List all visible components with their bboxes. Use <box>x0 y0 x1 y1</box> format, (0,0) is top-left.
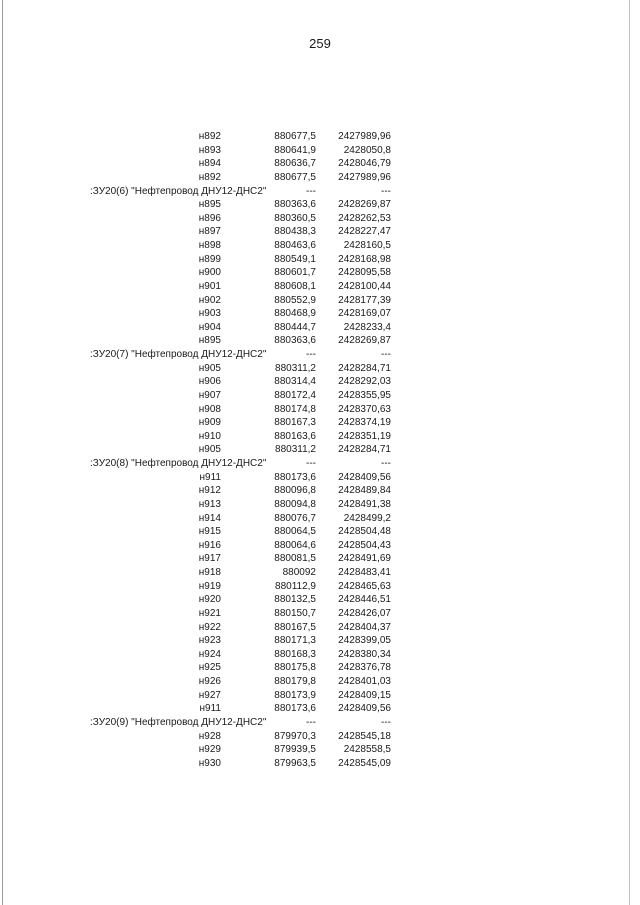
y-coordinate: 2428489,84 <box>338 485 391 497</box>
y-coordinate: 2428465,63 <box>338 580 391 592</box>
y-coordinate: 2428050,8 <box>343 144 391 156</box>
section-label: :ЗУ20(7) "Нефтепровод ДНУ12-ДНС2" <box>90 349 267 360</box>
point-id: н892 <box>198 171 221 183</box>
coordinate-row <box>90 280 400 294</box>
x-coordinate: 879963,5 <box>274 757 316 769</box>
y-coordinate: 2428499,2 <box>343 512 391 524</box>
x-coordinate: 880173,9 <box>274 689 316 701</box>
y-coordinate: 2428095,58 <box>338 267 391 279</box>
point-id: н903 <box>198 308 221 320</box>
y-coordinate: 2428233,4 <box>343 321 391 333</box>
y-coordinate: 2428404,37 <box>338 621 391 633</box>
coordinate-row <box>90 484 400 498</box>
page-edge-left <box>2 0 3 905</box>
x-coordinate: 880132,5 <box>274 594 316 606</box>
y-coordinate: 2428269,87 <box>338 335 391 347</box>
coordinate-row <box>90 144 400 158</box>
x-coordinate: 880150,7 <box>274 607 316 619</box>
x-coordinate: 880076,7 <box>274 512 316 524</box>
x-coordinate: --- <box>306 349 316 360</box>
point-id: н922 <box>198 621 221 633</box>
x-coordinate: 880360,5 <box>274 212 316 224</box>
point-id: н906 <box>198 376 221 388</box>
coordinate-row <box>90 757 400 771</box>
coordinate-row <box>90 416 400 430</box>
coordinate-row <box>90 212 400 226</box>
coordinate-row <box>90 321 400 335</box>
x-coordinate: 880677,5 <box>274 171 316 183</box>
x-coordinate: 880363,6 <box>274 335 316 347</box>
section-header-row <box>90 185 400 199</box>
coordinate-row <box>90 634 400 648</box>
y-coordinate: 2428401,03 <box>338 676 391 687</box>
x-coordinate: 880677,5 <box>274 131 316 142</box>
y-coordinate: --- <box>381 349 391 360</box>
point-id: н927 <box>198 689 221 701</box>
point-id: н926 <box>198 676 221 687</box>
point-id: н925 <box>198 662 221 674</box>
page-edge-right <box>629 0 630 905</box>
x-coordinate: 880167,3 <box>274 417 316 429</box>
coordinate-row <box>90 171 400 185</box>
coordinate-row <box>90 253 400 267</box>
coordinate-row <box>90 566 400 580</box>
x-coordinate: 880438,3 <box>274 226 316 238</box>
y-coordinate: 2428168,98 <box>338 253 391 265</box>
x-coordinate: 880173,6 <box>274 471 316 483</box>
section-header-row <box>90 716 400 730</box>
point-id: н899 <box>198 253 221 265</box>
y-coordinate: 2428545,18 <box>338 730 391 742</box>
coordinate-table <box>90 130 400 770</box>
x-coordinate: 880163,6 <box>274 430 316 442</box>
y-coordinate: 2428355,95 <box>338 389 391 401</box>
x-coordinate: 880311,2 <box>275 444 316 456</box>
y-coordinate: 2428284,71 <box>338 362 391 374</box>
point-id: н905 <box>198 362 221 374</box>
coordinate-row <box>90 362 400 376</box>
coordinate-row <box>90 552 400 566</box>
x-coordinate: 880081,5 <box>274 553 316 565</box>
x-coordinate: 880363,6 <box>274 199 316 211</box>
x-coordinate: --- <box>306 458 316 469</box>
y-coordinate: 2427989,96 <box>338 131 391 142</box>
point-id: н900 <box>198 267 221 279</box>
point-id: н905 <box>198 444 221 456</box>
point-id: н913 <box>198 498 221 510</box>
section-label: :ЗУ20(8) "Нефтепровод ДНУ12-ДНС2" <box>90 458 267 469</box>
y-coordinate: 2428269,87 <box>338 199 391 211</box>
point-id: н911 <box>199 471 221 483</box>
point-id: н929 <box>198 744 221 756</box>
coordinate-row <box>90 702 400 716</box>
x-coordinate: 880174,8 <box>274 403 316 415</box>
coordinate-row <box>90 443 400 457</box>
point-id: н898 <box>198 240 221 251</box>
coordinate-row <box>90 307 400 321</box>
y-coordinate: 2428262,53 <box>338 212 391 224</box>
coordinate-row <box>90 512 400 526</box>
coordinate-row <box>90 607 400 621</box>
y-coordinate: 2428409,56 <box>338 703 391 715</box>
point-id: н920 <box>198 594 221 606</box>
coordinate-row <box>90 198 400 212</box>
point-id: н923 <box>198 635 221 647</box>
point-id: н895 <box>198 199 221 211</box>
x-coordinate: 880172,4 <box>274 389 316 401</box>
point-id: н904 <box>198 321 221 333</box>
y-coordinate: 2428504,48 <box>338 526 391 538</box>
y-coordinate: 2428558,5 <box>343 744 391 756</box>
y-coordinate: 2428374,19 <box>338 417 391 429</box>
x-coordinate: 880173,6 <box>274 703 316 715</box>
x-coordinate: 880311,2 <box>275 362 316 374</box>
point-id: н918 <box>198 567 221 578</box>
x-coordinate: 880096,8 <box>274 485 316 497</box>
point-id: н894 <box>198 158 221 170</box>
y-coordinate: 2428227,47 <box>338 226 391 238</box>
y-coordinate: 2428370,63 <box>338 403 391 415</box>
coordinate-row <box>90 539 400 553</box>
page-number: 259 <box>309 36 331 51</box>
x-coordinate: 880601,7 <box>274 267 316 279</box>
coordinate-row <box>90 593 400 607</box>
point-id: н912 <box>198 485 221 497</box>
y-coordinate: --- <box>381 716 391 728</box>
y-coordinate: 2428284,71 <box>338 444 391 456</box>
coordinate-row <box>90 498 400 512</box>
x-coordinate: 880641,9 <box>274 144 316 156</box>
x-coordinate: 880179,8 <box>274 676 316 687</box>
x-coordinate: --- <box>306 185 316 197</box>
coordinate-row <box>90 580 400 594</box>
x-coordinate: 880549,1 <box>274 253 316 265</box>
coordinate-row <box>90 621 400 635</box>
point-id: н928 <box>198 730 221 742</box>
coordinate-row <box>90 375 400 389</box>
point-id: н893 <box>198 144 221 156</box>
y-coordinate: 2428545,09 <box>338 757 391 769</box>
coordinate-row <box>90 157 400 171</box>
coordinate-row <box>90 525 400 539</box>
coordinate-row <box>90 430 400 444</box>
y-coordinate: 2428491,38 <box>338 498 391 510</box>
y-coordinate: 2428046,79 <box>338 158 391 170</box>
coordinate-row <box>90 403 400 417</box>
y-coordinate: 2428483,41 <box>338 567 391 578</box>
x-coordinate: 879939,5 <box>274 744 316 756</box>
point-id: н892 <box>198 131 221 142</box>
x-coordinate: 880064,6 <box>274 539 316 551</box>
y-coordinate: 2428491,69 <box>338 553 391 565</box>
point-id: н908 <box>198 403 221 415</box>
y-coordinate: 2428376,78 <box>338 662 391 674</box>
point-id: н917 <box>198 553 221 565</box>
y-coordinate: 2428426,07 <box>338 607 391 619</box>
x-coordinate: 879970,3 <box>274 730 316 742</box>
coordinate-row <box>90 648 400 662</box>
y-coordinate: 2428169,07 <box>338 308 391 320</box>
y-coordinate: --- <box>381 458 391 469</box>
point-id: н911 <box>199 703 221 715</box>
y-coordinate: 2428504,43 <box>338 539 391 551</box>
point-id: н915 <box>198 526 221 538</box>
x-coordinate: 880608,1 <box>274 280 316 292</box>
y-coordinate: 2428380,34 <box>338 648 391 660</box>
coordinate-row <box>90 661 400 675</box>
coordinate-row <box>90 471 400 485</box>
point-id: н916 <box>198 539 221 551</box>
coordinate-row <box>90 266 400 280</box>
section-header-row <box>90 457 400 471</box>
coordinate-row <box>90 334 400 348</box>
y-coordinate: 2427989,96 <box>338 171 391 183</box>
x-coordinate: 880112,9 <box>275 580 316 592</box>
point-id: н896 <box>198 212 221 224</box>
x-coordinate: 880167,5 <box>274 621 316 633</box>
y-coordinate: 2428399,05 <box>338 635 391 647</box>
point-id: н921 <box>198 607 221 619</box>
point-id: н901 <box>198 280 221 292</box>
y-coordinate: 2428100,44 <box>338 280 391 292</box>
coordinate-row <box>90 743 400 757</box>
coordinate-row <box>90 730 400 744</box>
point-id: н919 <box>198 580 221 592</box>
x-coordinate: 880168,3 <box>274 648 316 660</box>
y-coordinate: 2428409,56 <box>338 471 391 483</box>
x-coordinate: 880444,7 <box>274 321 316 333</box>
point-id: н902 <box>198 294 221 306</box>
x-coordinate: 880094,8 <box>274 498 316 510</box>
coordinate-row <box>90 689 400 703</box>
x-coordinate: 880064,5 <box>274 526 316 538</box>
coordinate-row <box>90 294 400 308</box>
point-id: н924 <box>198 648 221 660</box>
y-coordinate: 2428409,15 <box>338 689 391 701</box>
coordinate-row <box>90 675 400 689</box>
point-id: н930 <box>198 757 221 769</box>
x-coordinate: 880175,8 <box>274 662 316 674</box>
x-coordinate: 880092 <box>282 567 316 578</box>
x-coordinate: 880171,3 <box>274 635 316 647</box>
x-coordinate: 880314,4 <box>274 376 316 388</box>
y-coordinate: 2428292,03 <box>338 376 391 388</box>
y-coordinate: --- <box>381 185 391 197</box>
coordinate-row <box>90 239 400 253</box>
x-coordinate: --- <box>306 716 316 728</box>
y-coordinate: 2428351,19 <box>338 430 391 442</box>
coordinate-row <box>90 389 400 403</box>
x-coordinate: 880552,9 <box>274 294 316 306</box>
section-label: :ЗУ20(9) "Нефтепровод ДНУ12-ДНС2" <box>90 716 267 728</box>
coordinate-row <box>90 225 400 239</box>
point-id: н910 <box>198 430 221 442</box>
x-coordinate: 880463,6 <box>274 240 316 251</box>
coordinate-row <box>90 130 400 144</box>
x-coordinate: 880636,7 <box>274 158 316 170</box>
point-id: н895 <box>198 335 221 347</box>
y-coordinate: 2428177,39 <box>338 294 391 306</box>
y-coordinate: 2428160,5 <box>343 240 391 251</box>
point-id: н897 <box>198 226 221 238</box>
point-id: н907 <box>198 389 221 401</box>
section-header-row <box>90 348 400 362</box>
point-id: н909 <box>198 417 221 429</box>
x-coordinate: 880468,9 <box>274 308 316 320</box>
section-label: :ЗУ20(6) "Нефтепровод ДНУ12-ДНС2" <box>90 185 267 197</box>
y-coordinate: 2428446,51 <box>338 594 391 606</box>
point-id: н914 <box>198 512 221 524</box>
